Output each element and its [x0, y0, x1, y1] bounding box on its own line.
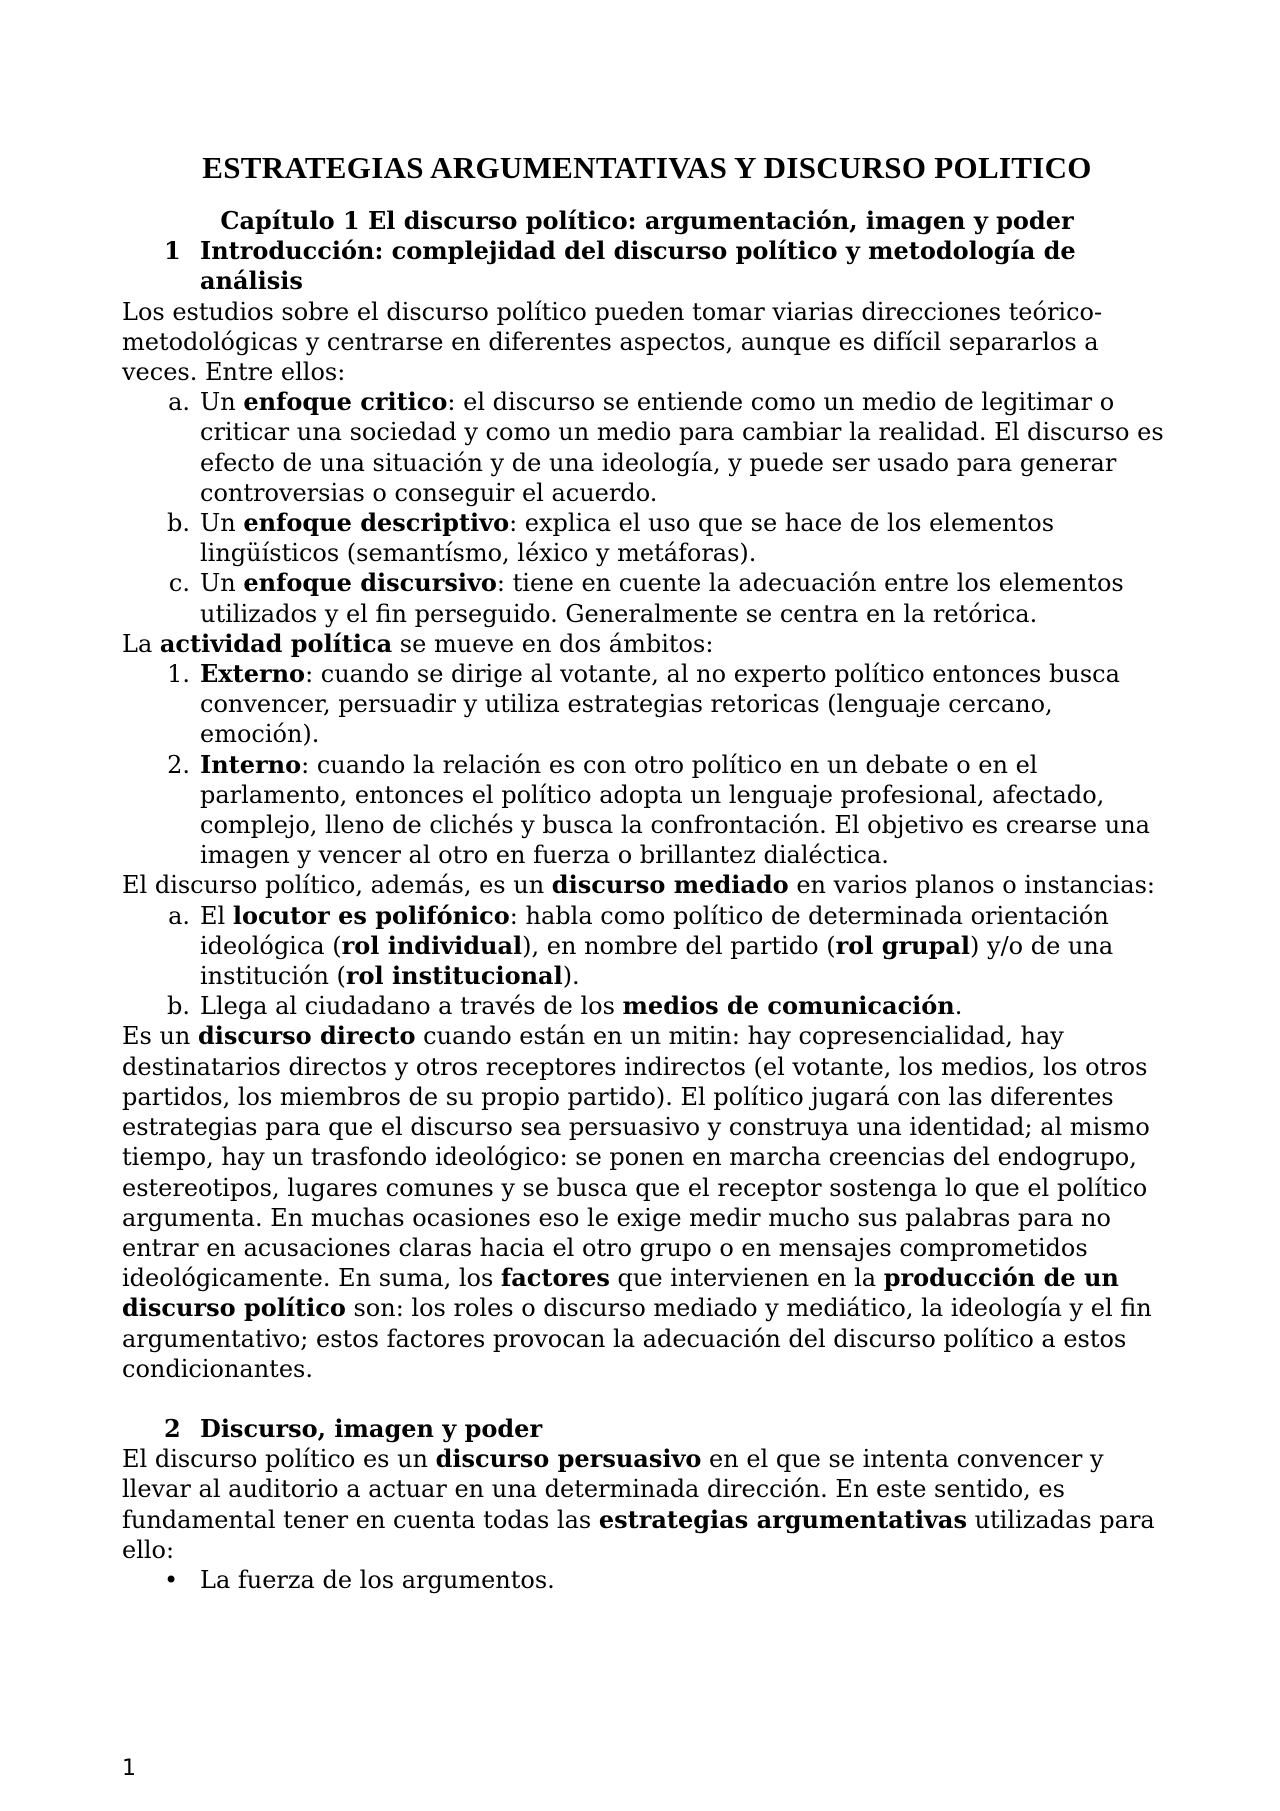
text-run: ) y/o de una institución ( — [200, 931, 1114, 991]
text-run: La fuerza de los argumentos. — [200, 1565, 555, 1594]
list-marker: 2. — [167, 750, 190, 779]
bold-term: discurso directo — [198, 1021, 416, 1051]
text-run: ), en nombre del partido ( — [522, 931, 836, 960]
document-body — [122, 150, 1172, 1595]
list-item — [122, 750, 1172, 871]
text-run: Un — [200, 569, 244, 598]
bold-term: Externo — [200, 659, 306, 689]
text-run: utilizadas para ello: — [122, 1505, 1155, 1564]
bullet-item — [122, 1565, 1172, 1595]
bold-term: enfoque discursivo — [243, 568, 497, 598]
text-run: El discurso político, además, es un — [122, 871, 552, 900]
text-run: El — [200, 901, 233, 930]
bullet-icon: • — [164, 1565, 179, 1594]
list-item — [122, 991, 1172, 1021]
text-run: Un — [200, 509, 244, 538]
text-run: Llega al ciudadano a través de los — [200, 992, 623, 1021]
page-number: 1 — [122, 1756, 136, 1781]
list-marker: c. — [168, 569, 190, 598]
bold-term: medios de comunicación — [622, 991, 955, 1021]
text-run: que intervienen en la — [609, 1264, 884, 1293]
bold-term: producción de un discurso político — [122, 1263, 1119, 1323]
paragraph — [122, 629, 1172, 659]
list-item — [122, 387, 1172, 508]
text-run: Un — [200, 388, 244, 417]
bold-term: enfoque descriptivo — [243, 508, 510, 538]
text-run: . — [954, 992, 963, 1021]
bold-term: rol institucional — [345, 961, 563, 991]
chapter-heading: Capítulo 1 El discurso político: argumentación, imagen y poder — [220, 206, 1074, 235]
text-run: : cuando la relación es con otro político en un debate o en el parlamento, entonces el político adopta un lenguaje profesional, afectado, complejo, lleno de clichés y busca la confrontación. El objetivo es crearse una imagen y vencer al otro en fuerza o brillantez dialéctica. — [200, 750, 1150, 870]
bold-term: estrategias argumentativas — [598, 1504, 967, 1534]
text-run: La — [122, 629, 160, 658]
bold-term: locutor es polifónico — [232, 900, 510, 930]
text-run: se mueve en dos ámbitos: — [392, 629, 714, 658]
section-heading — [122, 1414, 1172, 1444]
section-number: 2 — [164, 1413, 181, 1443]
text-run: : el discurso se entiende como un medio de legitimar o criticar una sociedad y como un medio para cambiar la realidad. El discurso es efecto de una situación y de una ideología, y puede ser usado para generar controversias o conseguir el acuerdo. — [200, 388, 1164, 507]
bold-term: discurso persuasivo — [435, 1444, 702, 1474]
list-marker: b. — [167, 509, 190, 538]
bold-term: actividad política — [159, 628, 393, 658]
paragraph: Los estudios sobre el discurso político pueden tomar viarias direcciones teórico-metodológicas y centrarse en diferentes aspectos, aunque es difícil separarlos a veces. Entre ellos: — [122, 297, 1103, 387]
text-run: son: los roles o discurso mediado y mediático, la ideología y el fin argumentativo; estos factores provocan la adecuación del discurso político a estos condicionantes. — [122, 1294, 1152, 1383]
text-run: en varios planos o instancias: — [788, 871, 1155, 900]
list-marker: 1. — [167, 660, 190, 689]
list-item — [122, 901, 1172, 992]
section-title: Discurso, imagen y poder — [200, 1413, 543, 1443]
text-run: Es un — [122, 1022, 199, 1051]
section-heading — [122, 236, 1172, 296]
text-run: en el que se intenta convencer y llevar al auditorio a actuar en una determinada dirección. En este sentido, es fundamental tener en cuenta todas las — [122, 1445, 1104, 1534]
bold-term: enfoque critico — [243, 387, 448, 417]
text-run: El discurso político es un — [122, 1445, 436, 1474]
text-run: cuando están en un mitin: hay copresencialidad, hay destinatarios directos y otros receptores indirectos (el votante, los medios, los otros partidos, los miembros de su propio partido). El político jugará con las diferentes estrategias para que el discurso sea persuasivo y construya una identidad; al mismo tiempo, hay un trasfondo ideológico: se ponen en marcha creencias del endogrupo, estereotipos, lugares comunes y se busca que el receptor sostenga lo que el político argumenta. En muchas ocasiones eso le exige medir mucho sus palabras para no entrar en acusaciones claras hacia el otro grupo o en mensajes comprometidos ideológicamente. En suma, los — [122, 1022, 1150, 1293]
bold-term: factores — [500, 1263, 610, 1293]
text-run: : habla como político de determinada orientación ideológica ( — [200, 901, 1109, 960]
list-marker: a. — [168, 901, 190, 930]
text-run: : explica el uso que se hace de los elementos lingüísticos (semantísmo, léxico y metáforas). — [200, 509, 1055, 568]
list-marker: b. — [167, 992, 190, 1021]
section-title: Introducción: complejidad del discurso político y metodología de análisis — [200, 236, 1076, 296]
bold-term: Interno — [200, 749, 302, 779]
document-title: ESTRATEGIAS ARGUMENTATIVAS Y DISCURSO POLITICO — [202, 150, 1092, 185]
bold-term: discurso mediado — [551, 870, 789, 900]
list-marker: a. — [168, 388, 190, 417]
list-item — [122, 568, 1172, 628]
text-run: ). — [562, 962, 580, 991]
list-item — [122, 659, 1172, 750]
paragraph — [122, 870, 1172, 900]
section-number: 1 — [164, 236, 181, 266]
paragraph — [122, 1021, 1172, 1383]
bold-term: rol grupal — [835, 930, 971, 960]
text-run: : tiene en cuente la adecuación entre los elementos utilizados y el fin perseguido. Generalmente se centra en la retórica. — [200, 569, 1124, 628]
text-run: : cuando se dirige al votante, al no experto político entonces busca convencer, persuadir y utiliza estrategias retoricas (lenguaje cercano, emoción). — [200, 660, 1120, 749]
bold-term: rol individual — [341, 930, 523, 960]
paragraph — [122, 1444, 1172, 1565]
list-item — [122, 508, 1172, 568]
